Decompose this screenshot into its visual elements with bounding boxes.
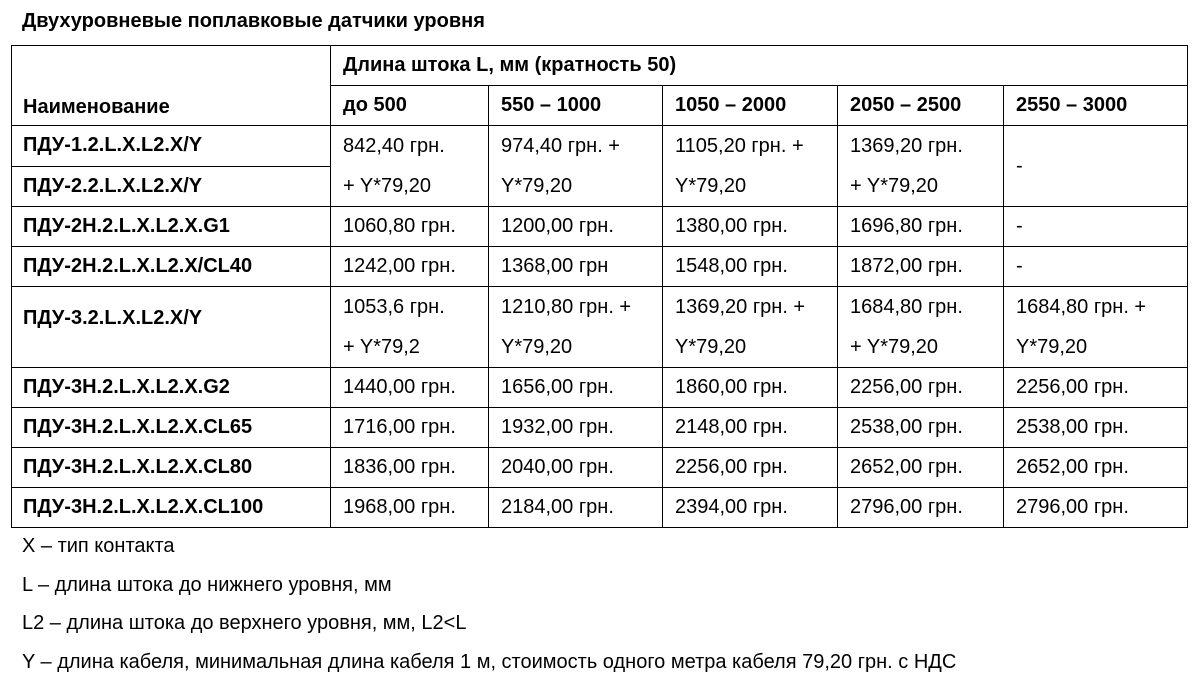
price-cell: 1200,00 грн. (489, 207, 663, 247)
price-cell (663, 287, 838, 368)
price-line: + Y*79,20 (850, 166, 1003, 206)
name-column-header: Наименование (12, 46, 331, 126)
header-row-1 (12, 46, 1188, 86)
price-line: + Y*79,2 (343, 327, 488, 367)
length-header: Длина штока L, мм (кратность 50) (331, 46, 1188, 86)
price-cell: 1860,00 грн. (663, 368, 838, 408)
price-cell: 2538,00 грн. (838, 408, 1004, 448)
price-cell (489, 287, 663, 368)
table-row (12, 287, 1188, 368)
price-cell: 2652,00 грн. (1004, 448, 1188, 488)
price-line: Y*79,20 (501, 166, 662, 206)
price-cell: 1716,00 грн. (331, 408, 489, 448)
price-cell: 1060,80 грн. (331, 207, 489, 247)
price-cell: 1872,00 грн. (838, 247, 1004, 287)
price-cell: 2148,00 грн. (663, 408, 838, 448)
note-line: L2 – длина штока до верхнего уровня, мм, L2<L (22, 604, 956, 643)
price-cell: 1242,00 грн. (331, 247, 489, 287)
page-title: Двухуровневые поплавковые датчики уровня (22, 6, 485, 36)
price-cell: 1932,00 грн. (489, 408, 663, 448)
row-name: ПДУ-3Н.2.L.X.L2.X.CL100 (12, 488, 331, 528)
price-cell: 1968,00 грн. (331, 488, 489, 528)
table-row (12, 207, 1188, 247)
price-line: 842,40 грн. (343, 126, 488, 166)
legend-notes (22, 527, 956, 681)
price-line: 1369,20 грн. + (675, 287, 837, 327)
table-row (12, 488, 1188, 528)
price-line: Y*79,20 (1016, 327, 1187, 367)
price-cell: 2796,00 грн. (838, 488, 1004, 528)
column-header: 1050 – 2000 (663, 86, 838, 126)
price-cell: 2256,00 грн. (838, 368, 1004, 408)
note-line: X – тип контакта (22, 527, 956, 566)
table-row (12, 247, 1188, 287)
column-header: 550 – 1000 (489, 86, 663, 126)
price-cell (838, 287, 1004, 368)
price-line: 1684,80 грн. + (1016, 287, 1187, 327)
price-cell: 1836,00 грн. (331, 448, 489, 488)
price-line: Y*79,20 (675, 327, 837, 367)
column-header: 2050 – 2500 (838, 86, 1004, 126)
price-line: 1369,20 грн. (850, 126, 1003, 166)
price-cell: 2652,00 грн. (838, 448, 1004, 488)
price-line: Y*79,20 (501, 327, 662, 367)
row-name: ПДУ-2.2.L.X.L2.X/Y (12, 166, 331, 207)
column-header: до 500 (331, 86, 489, 126)
price-line: Y*79,20 (675, 166, 837, 206)
price-line: + Y*79,20 (850, 327, 1003, 367)
price-cell: 2184,00 грн. (489, 488, 663, 528)
price-cell: 1548,00 грн. (663, 247, 838, 287)
note-line: L – длина штока до нижнего уровня, мм (22, 566, 956, 605)
price-table (11, 45, 1188, 528)
row-name: ПДУ-3.2.L.X.L2.X/Y (12, 287, 331, 368)
price-cell: 1440,00 грн. (331, 368, 489, 408)
row-name: ПДУ-3Н.2.L.X.L2.X.CL80 (12, 448, 331, 488)
column-header: 2550 – 3000 (1004, 86, 1188, 126)
price-line: 1105,20 грн. + (675, 126, 837, 166)
price-line: 1210,80 грн. + (501, 287, 662, 327)
price-cell: - (1004, 126, 1188, 207)
price-cell: 2040,00 грн. (489, 448, 663, 488)
price-cell: 2256,00 грн. (663, 448, 838, 488)
table-row (12, 448, 1188, 488)
price-cell: 1656,00 грн. (489, 368, 663, 408)
price-cell (1004, 287, 1188, 368)
note-line: Y – длина кабеля, минимальная длина кабеля 1 м, стоимость одного метра кабеля 79,20 грн. с НДС (22, 643, 956, 681)
price-line: 974,40 грн. + (501, 126, 662, 166)
table-row (12, 408, 1188, 448)
price-line: 1053,6 грн. (343, 287, 488, 327)
row-name: ПДУ-3Н.2.L.X.L2.X.CL65 (12, 408, 331, 448)
price-cell: 2538,00 грн. (1004, 408, 1188, 448)
row-name: ПДУ-2Н.2.L.X.L2.X.G1 (12, 207, 331, 247)
price-cell: - (1004, 247, 1188, 287)
price-cell: 2256,00 грн. (1004, 368, 1188, 408)
table-row (12, 368, 1188, 408)
price-line: 1684,80 грн. (850, 287, 1003, 327)
row-name: ПДУ-2Н.2.L.X.L2.X/CL40 (12, 247, 331, 287)
price-cell: 2394,00 грн. (663, 488, 838, 528)
price-cell (663, 126, 838, 207)
price-cell: 1368,00 грн (489, 247, 663, 287)
row-name: ПДУ-3Н.2.L.X.L2.X.G2 (12, 368, 331, 408)
price-cell: 1380,00 грн. (663, 207, 838, 247)
price-cell (838, 126, 1004, 207)
price-cell: 2796,00 грн. (1004, 488, 1188, 528)
row-name: ПДУ-1.2.L.X.L2.X/Y (12, 126, 331, 167)
price-cell: - (1004, 207, 1188, 247)
table-row (12, 126, 1188, 167)
price-cell: 1696,80 грн. (838, 207, 1004, 247)
price-line: + Y*79,20 (343, 166, 488, 206)
price-cell (331, 126, 489, 207)
price-cell (489, 126, 663, 207)
price-cell (331, 287, 489, 368)
